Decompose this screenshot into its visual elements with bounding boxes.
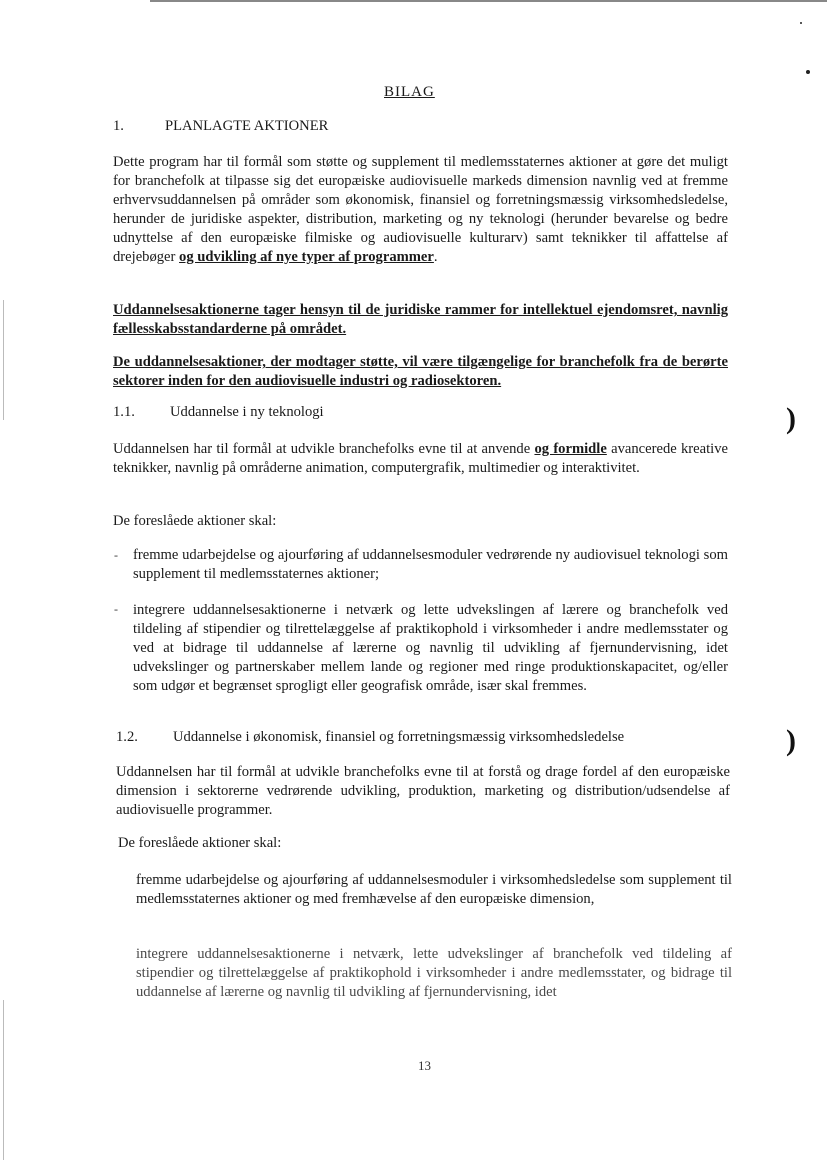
subsection-number: 1.1.: [113, 404, 135, 420]
intro-paragraph: [113, 153, 728, 267]
page-title: BILAG: [384, 84, 435, 100]
technology-text: Uddannelsen har til formål at udvikle branchefolks evne til at anvende: [113, 441, 535, 457]
technology-underlined-text: og formidle: [534, 441, 607, 457]
list-item: integrere uddannelsesaktionerne i netværk og lette udvekslingen af lærere og branchefolk ved tildeling af stipendier og tilrettelæggelse af praktikophold i virksomheder i andre medlemsstater og ved at bidrage til uddannelse af lærerne og navnlig til udvikling af fjernundervisning, idet udvekslinger og partnerskaber mellem lande og regioner med ringe produktionskapacitet, og/eller som udgør et begrænset sprogligt eller geografisk område, især skal fremmes.: [133, 602, 728, 694]
subsection-title: Uddannelse i ny teknologi: [170, 404, 324, 420]
bullet-marker: -: [114, 548, 118, 562]
intro-underlined-text: og udvikling af nye typer af programmer: [179, 249, 434, 265]
bullet-marker: -: [114, 602, 118, 616]
binding-hole-mark: ): [786, 402, 796, 435]
proposed-actions-label: De foreslåede aktioner skal:: [118, 835, 282, 851]
accessibility-paragraph: De uddannelsesaktioner, der modtager støtte, vil være tilgængelige for branchefolk fra de berørte sektorer inden for den audiovisuelle industri og radiosektoren.: [113, 354, 728, 389]
scan-speck: [800, 22, 802, 24]
scan-top-edge: [150, 0, 827, 2]
ip-rights-paragraph: Uddannelsesaktionerne tager hensyn til de juridiske rammer for intellektuel ejendomsret, navnlig fællesskabsstandarderne på området.: [113, 302, 728, 337]
binding-hole-mark: ): [786, 724, 796, 757]
section-number: 1.: [113, 118, 124, 134]
subsection-title: Uddannelse i økonomisk, finansiel og forretningsmæssig virksomhedsledelse: [173, 729, 625, 745]
intro-text: Dette program har til formål som støtte og supplement til medlemsstaternes aktioner at gøre det muligt for branchefolk at tilpasse sig det europæiske audiovisuelle markeds dimension navnlig ved at fremme erhvervsuddannelsen på områder som økonomisk, finansiel og forretningsmæssig virksomhedsledelse, herunder de juridiske aspekter, distribution, marketing og ny teknologi (herunder bevarelse og bedre udnyttelse af den europæiske filmiske og audiovisuelle kulturarv) samt teknikker til affattelse af drejebøger: [113, 154, 728, 265]
page-number: 13: [418, 1058, 431, 1073]
list-item: fremme udarbejdelse og ajourføring af uddannelsesmoduler vedrørende ny audiovisuel teknologi som supplement til medlemsstaternes aktioner;: [133, 547, 728, 582]
scan-left-edge-mark: [3, 1000, 4, 1160]
scan-left-edge-mark: [3, 300, 4, 420]
section-title: PLANLAGTE AKTIONER: [165, 118, 329, 134]
intro-text-end: .: [433, 249, 438, 265]
list-item: integrere uddannelsesaktionerne i netværk, lette udvekslinger af branchefolk ved tildeling af stipendier og tilrettelæggelse af praktikophold i virksomheder i andre medlemsstater, og bidrage til uddannelse af lærerne og navnlig til udvikling af fjernundervisning, idet: [136, 946, 732, 1000]
technology-paragraph: [113, 440, 728, 478]
proposed-actions-label: De foreslåede aktioner skal:: [113, 513, 277, 529]
technology-text-end: avancerede kreative teknikker, navnlig på områderne animation, computergrafik, multimedier og interaktivitet.: [113, 441, 728, 476]
scan-speck: [806, 70, 810, 74]
list-item: fremme udarbejdelse og ajourføring af uddannelsesmoduler i virksomhedsledelse som supplement til medlemsstaternes aktioner og med fremhævelse af den europæiske dimension,: [136, 872, 732, 907]
subsection-number: 1.2.: [116, 729, 138, 745]
management-paragraph: Uddannelsen har til formål at udvikle branchefolks evne til at forstå og drage fordel af den europæiske dimension i sektorerne vedrørende udvikling, produktion, marketing og distribution/udsendelse af audiovisuelle programmer.: [116, 764, 730, 818]
